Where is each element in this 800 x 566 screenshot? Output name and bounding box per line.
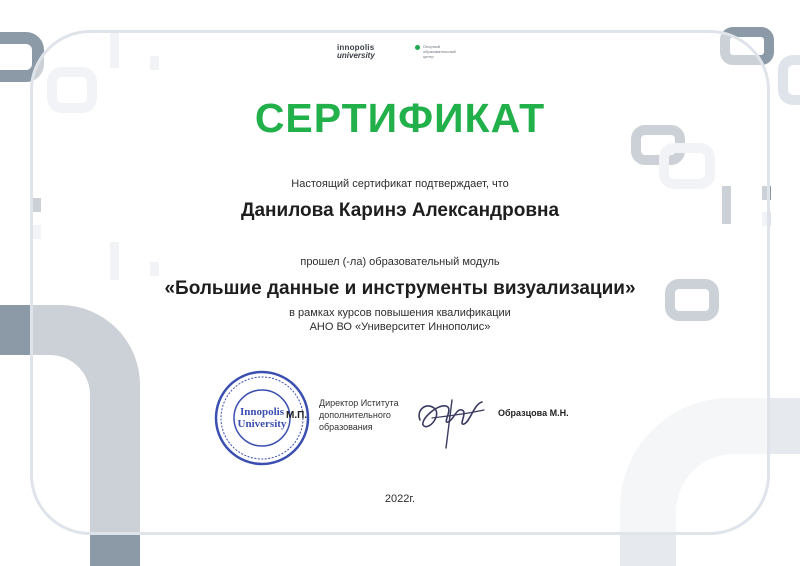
program-line-1: в рамках курсов повышения квалификации (289, 307, 511, 319)
logo-brand-bottom: university (337, 51, 375, 60)
signer-name: Образцова М.Н. (498, 408, 569, 418)
program-line-2: АНО ВО «Университет Иннополис» (309, 321, 491, 333)
director-title: Директор Иститута дополнительного образования (319, 398, 399, 432)
logo-brand-top: innopolis (337, 43, 375, 52)
module-name: «Большие данные и инструменты визуализации» (164, 278, 636, 299)
intro-text: Настоящий сертификат подтверждает, что (291, 178, 509, 190)
recipient-name: Данилова Каринэ Александровна (240, 200, 560, 221)
completed-text: прошел (-ла) образовательный модуль (300, 256, 500, 268)
stamp-label: М.П. (286, 410, 308, 421)
seal-text-line-1: Innopolis (239, 406, 285, 418)
logo-subtitle: Опорный образовательный центр (423, 44, 456, 59)
seal-text-line-2: University (237, 418, 287, 430)
logo-green-dot (415, 45, 420, 50)
signature-image (412, 390, 492, 452)
certificate-year: 2022г. (384, 493, 416, 505)
certificate-title: СЕРТИФИКАТ (254, 95, 546, 141)
innopolis-logo (337, 44, 477, 66)
